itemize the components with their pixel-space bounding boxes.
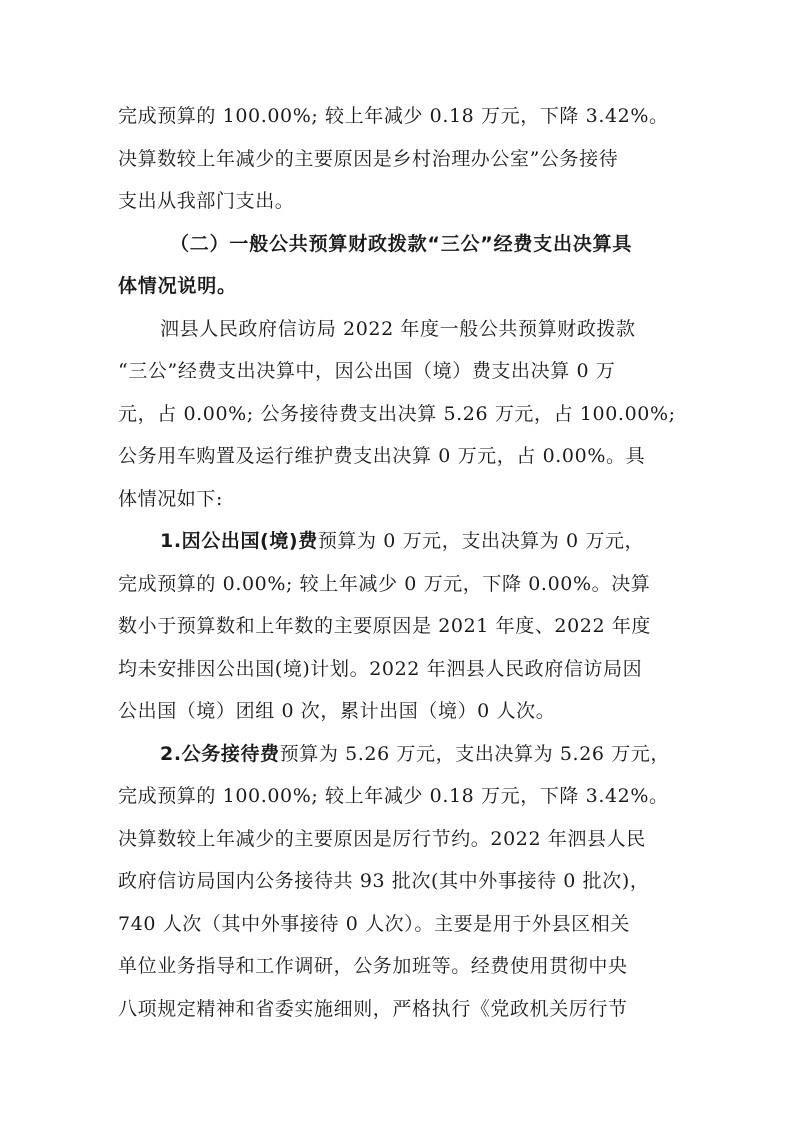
paragraph-line: 决算数较上年减少的主要原因是厉行节约。2022 年泗县人民 — [118, 828, 646, 850]
paragraph-line: 政府信访局国内公务接待共 93 批次(其中外事接待 0 批次)， — [118, 870, 650, 892]
paragraph-line: 支出从我部门支出。 — [118, 190, 295, 212]
item-lead-official-reception: 2.公务接待费 — [160, 743, 280, 765]
paragraph-line: 单位业务指导和工作调研，公务加班等。经费使用贯彻中央 — [118, 955, 628, 977]
paragraph-line: 体情况如下: — [118, 488, 224, 510]
paragraph-line: 泗县人民政府信访局 2022 年度一般公共预算财政拨款 — [160, 318, 636, 340]
item-text: 预算为 0 万元，支出决算为 0 万元， — [317, 530, 645, 552]
paragraph-line: 八项规定精神和省委实施细则，严格执行《党政机关厉行节 — [118, 998, 628, 1020]
item-line-travel-abroad — [160, 523, 678, 559]
paragraph-line: 公务用车购置及运行维护费支出决算 0 万元，占 0.00%。具 — [118, 445, 646, 467]
paragraph-line: 元，占 0.00%; 公务接待费支出决算 5.26 万元，占 100.00%; — [118, 403, 676, 425]
paragraph-line: 完成预算的 0.00%; 较上年减少 0 万元，下降 0.00%。决算 — [118, 573, 651, 595]
item-text: 预算为 5.26 万元，支出决算为 5.26 万元， — [279, 743, 671, 765]
paragraph-line: 决算数较上年减少的主要原因是乡村治理办公室”公务接待 — [118, 148, 619, 170]
paragraph-line: 数小于预算数和上年数的主要原因是 2021 年度、2022 年度 — [118, 615, 652, 637]
paragraph-line: 公出国（境）团组 0 次，累计出国（境）0 人次。 — [118, 700, 556, 722]
paragraph-line: 740 人次（其中外事接待 0 人次）。主要是用于外县区相关 — [118, 913, 630, 935]
item-lead-travel-abroad: 1.因公出国(境)费 — [160, 530, 318, 552]
paragraph-line: 完成预算的 100.00%; 较上年减少 0.18 万元，下降 3.42%。 — [118, 105, 669, 127]
paragraph-line: 完成预算的 100.00%; 较上年减少 0.18 万元，下降 3.42%。 — [118, 785, 669, 807]
paragraph-line: “三公”经费支出决算中，因公出国（境）费支出决算 0 万 — [118, 360, 616, 382]
section-heading-continued: 体情况说明。 — [118, 275, 237, 297]
item-line-official-reception — [160, 736, 678, 772]
paragraph-line: 均未安排因公出国(境)计划。2022 年泗县人民政府信访局因 — [118, 658, 643, 680]
section-heading: （二）一般公共预算财政拨款“三公”经费支出决算具 — [170, 233, 633, 255]
